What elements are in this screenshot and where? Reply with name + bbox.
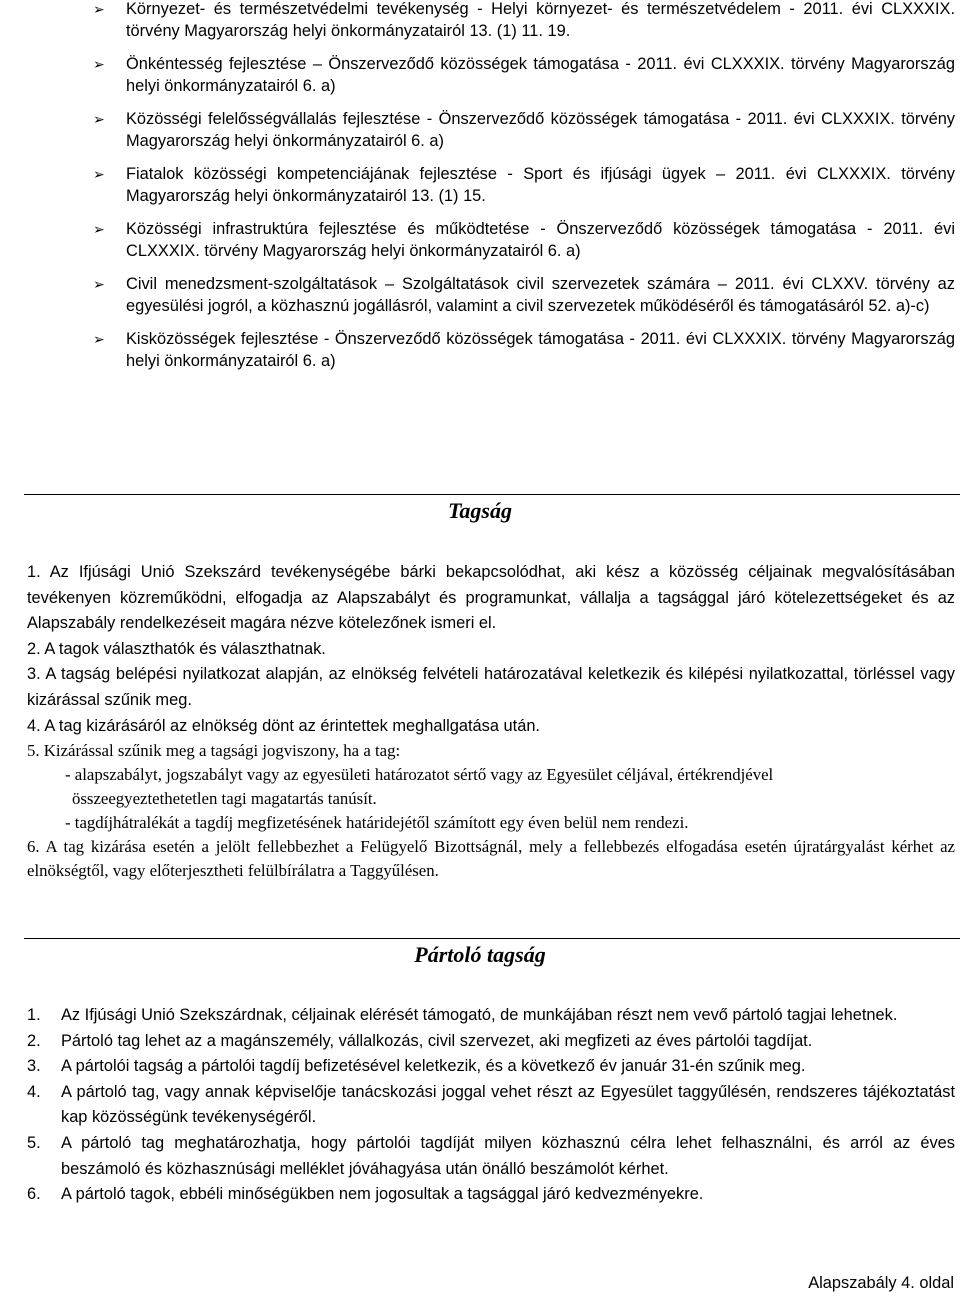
- arrow-bullet-icon: ➢: [93, 1, 105, 17]
- tagsag-paragraph-4: 4. A tag kizárásáról az elnökség dönt az érintettek meghallgatása után.: [27, 716, 540, 735]
- tagsag-section: [27, 560, 955, 883]
- partolo-list: [27, 1003, 955, 1208]
- tagsag-heading: Tagság: [448, 498, 512, 523]
- list-item: 2. Pártoló tag lehet az a magánszemély, vállalkozás, civil szervezet, aki megfizeti az éves pártolói tagdíjat.: [27, 1031, 813, 1050]
- list-item: 1. Az Ifjúsági Unió Szekszárdnak, céljainak elérését támogató, de munkájában részt nem vevő pártoló tagjai lehetnek.: [27, 1006, 898, 1024]
- arrow-bullet-icon: ➢: [93, 331, 105, 347]
- bullet-item: ➢ Civil menedzsment-szolgáltatások – Szolgáltatások civil szervezetek számára – 2011. évi CLXXV. törvény az egyesülési jogról, a közhasznú jogállásról, valamint a civil szervezetek működéséről és támogatásáról 52. a)-c): [93, 275, 955, 315]
- arrow-bullet-icon: ➢: [93, 111, 105, 127]
- list-item: 5. A pártoló tag meghatározhatja, hogy pártolói tagdíját milyen közhasznú célra lehet felhasználni, és arról az éves beszámoló és közhasznúsági melléklet jóváhagyása után önálló beszámolót kérhet.: [27, 1133, 955, 1178]
- tagsag-dash-item-2: - tagdíjhátralékát a tagdíj megfizetésének határidejétől számított egy éven belül nem rendezi.: [65, 813, 689, 833]
- list-item: 3. A pártolói tagság a pártolói tagdíj befizetésével keletkezik, és a következő év január 31-én szűnik meg.: [27, 1057, 806, 1076]
- arrow-bullet-icon: ➢: [93, 166, 105, 182]
- tagsag-paragraph-3: 3. A tagság belépési nyilatkozat alapján, az elnökség felvételi határozatával keletkezik és kilépési nyilatkozattal, törléssel vagy kizárással szűnik meg.: [27, 665, 955, 709]
- partolo-heading: Pártoló tagság: [414, 942, 546, 967]
- bullet-item: ➢ Közösségi infrastruktúra fejlesztése és működtetése - Önszerveződő közösségek támogatása - 2011. évi CLXXXIX. törvény Magyarország helyi önkormányzatairól 6. a): [93, 220, 955, 260]
- list-item: 6. A pártoló tagok, ebbéli minőségükben nem jogosultak a tagsággal járó kedvezményekre.: [27, 1185, 704, 1204]
- bullet-item: ➢ Fiatalok közösségi kompetenciájának fejlesztése - Sport és ifjúsági ügyek – 2011. évi CLXXXIX. törvény Magyarország helyi önkormányzatairól 13. (1) 15.: [93, 165, 955, 205]
- activity-bullet-list: [93, 0, 955, 383]
- arrow-bullet-icon: ➢: [93, 56, 105, 72]
- tagsag-dash-item-1: - alapszabályt, jogszabályt vagy az egyesületi határozatot sértő vagy az Egyesület céljával, értékrendjével: [65, 765, 774, 785]
- arrow-bullet-icon: ➢: [93, 221, 105, 237]
- tagsag-paragraph-6: 6. A tag kizárása esetén a jelölt fellebbezhet a Felügyelő Bizottságnál, mely a fellebbezés elfogadása esetén újratárgyalást kérhet az elnökségtől, vagy előterjesztheti felülbírálatra a Taggyűlésen.: [27, 837, 955, 881]
- page-footer: Alapszabály 4. oldal: [808, 1274, 954, 1292]
- arrow-bullet-icon: ➢: [93, 276, 105, 292]
- tagsag-paragraph-2: 2. A tagok választhatók és választhatnak.: [27, 639, 326, 658]
- bullet-item: ➢ Önkéntesség fejlesztése – Önszerveződő közösségek támogatása - 2011. évi CLXXXIX. törvény Magyarország helyi önkormányzatairól 6. a): [93, 55, 955, 95]
- section-divider: [24, 938, 960, 939]
- tagsag-paragraph-5: 5. Kizárással szűnik meg a tagsági jogviszony, ha a tag:: [27, 741, 401, 761]
- bullet-item: ➢ Kisközösségek fejlesztése - Önszerveződő közösségek támogatása - 2011. évi CLXXXIX. törvény Magyarország helyi önkormányzatairól 6. a): [93, 330, 955, 370]
- tagsag-dash-item-1-cont: összeegyeztethetetlen tagi magatartás tanúsít.: [72, 789, 377, 809]
- tagsag-paragraph-1: 1. Az Ifjúsági Unió Szekszárd tevékenységébe bárki bekapcsolódhat, aki kész a közösség céljainak megvalósításában tevékenyen közreműködni, elfogadja az Alapszabályt és programunkat, vállalja a tagsággal járó kötelezettségeket és az Alapszabály rendelkezéseit magára nézve kötelezőnek ismeri el.: [27, 563, 955, 633]
- bullet-item: ➢ Közösségi felelősségvállalás fejlesztése - Önszerveződő közösségek támogatása - 2011. évi CLXXXIX. törvény Magyarország helyi önkormányzatairól 6. a): [93, 110, 955, 150]
- section-divider: [24, 494, 960, 495]
- list-item: 4. A pártoló tag, vagy annak képviselője tanácskozási joggal vehet részt az Egyesület taggyűlésén, rendszeres tájékoztatást kap közösségünk tevékenységéről.: [27, 1082, 955, 1127]
- bullet-item: ➢ Környezet- és természetvédelmi tevékenység - Helyi környezet- és természetvédelem - 2011. évi CLXXXIX. törvény Magyarország helyi önkormányzatairól 13. (1) 11. 19.: [93, 0, 955, 40]
